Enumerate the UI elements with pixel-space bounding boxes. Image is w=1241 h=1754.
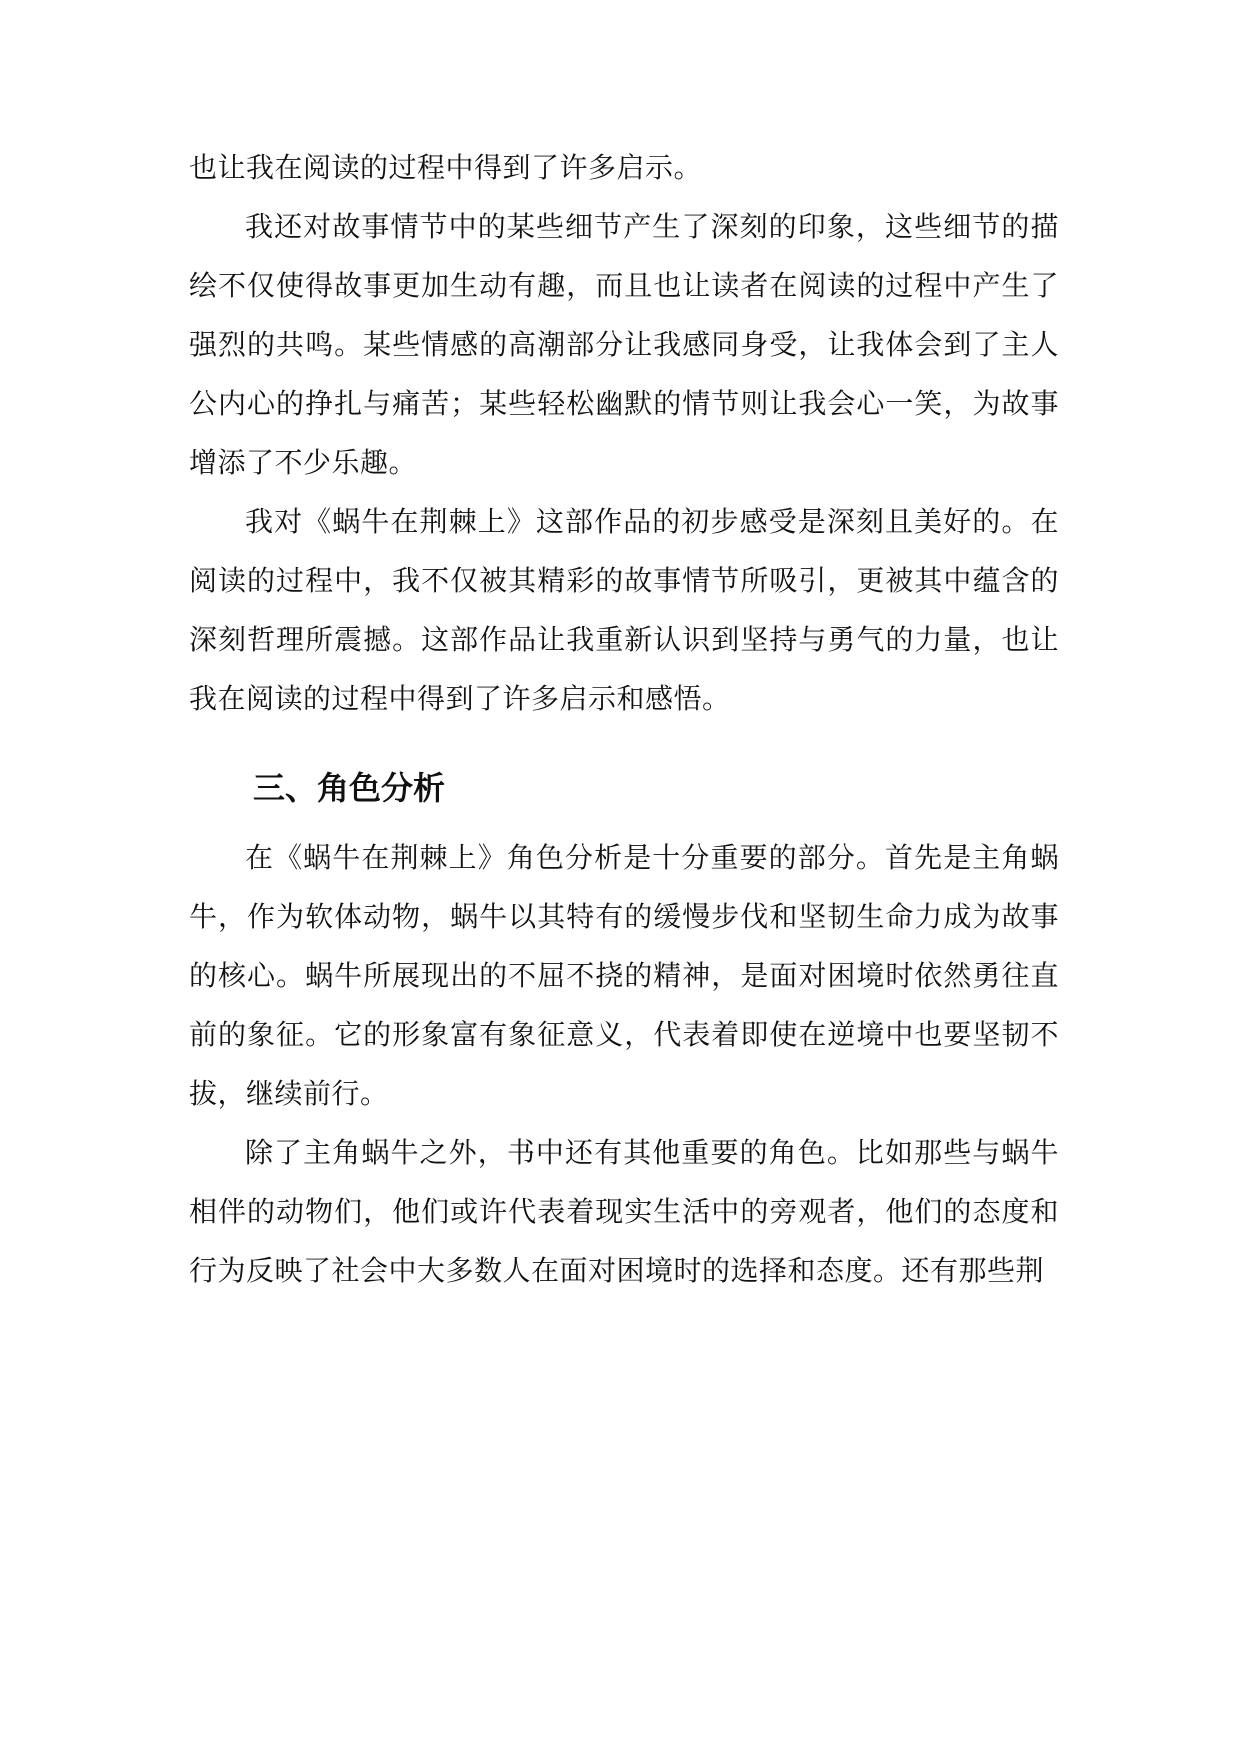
section-heading-wrap (189, 768, 1059, 808)
paragraph-protagonist: 在《蜗牛在荆棘上》角色分析是十分重要的部分。首先是主角蜗牛，作为软体动物，蜗牛以其特有的缓慢步伐和坚韧生命力成为故事的核心。蜗牛所展现出的不屈不挠的精神，是面对困境时依然勇往直前的象征。它的形象富有象征意义，代表着即使在逆境中也要坚韧不拔，继续前行。 (189, 841, 1059, 1110)
section-heading: 三、角色分析 (253, 769, 446, 807)
paragraph-impression: 我对《蜗牛在荆棘上》这部作品的初步感受是深刻且美好的。在阅读的过程中，我不仅被其精彩的故事情节所吸引，更被其中蕴含的深刻哲理所震撼。这部作品让我重新认识到坚持与勇气的力量，也让我在阅读的过程中得到了许多启示和感悟。 (189, 505, 1059, 715)
page-content (189, 138, 1059, 1300)
paragraph-other-roles: 除了主角蜗牛之外，书中还有其他重要的角色。比如那些与蜗牛相伴的动物们，他们或许代表着现实生活中的旁观者，他们的态度和行为反映了社会中大多数人在面对困境时的选择和态度。还有那些荆 (189, 1136, 1059, 1287)
paragraph-continued: 也让我在阅读的过程中得到了许多启示。 (189, 151, 703, 184)
paragraph-details: 我还对故事情节中的某些细节产生了深刻的印象，这些细节的描绘不仅使得故事更加生动有趣，而且也让读者在阅读的过程中产生了强烈的共鸣。某些情感的高潮部分让我感同身受，让我体会到了主人公内心的挣扎与痛苦；某些轻松幽默的情节则让我会心一笑，为故事增添了不少乐趣。 (189, 210, 1059, 479)
